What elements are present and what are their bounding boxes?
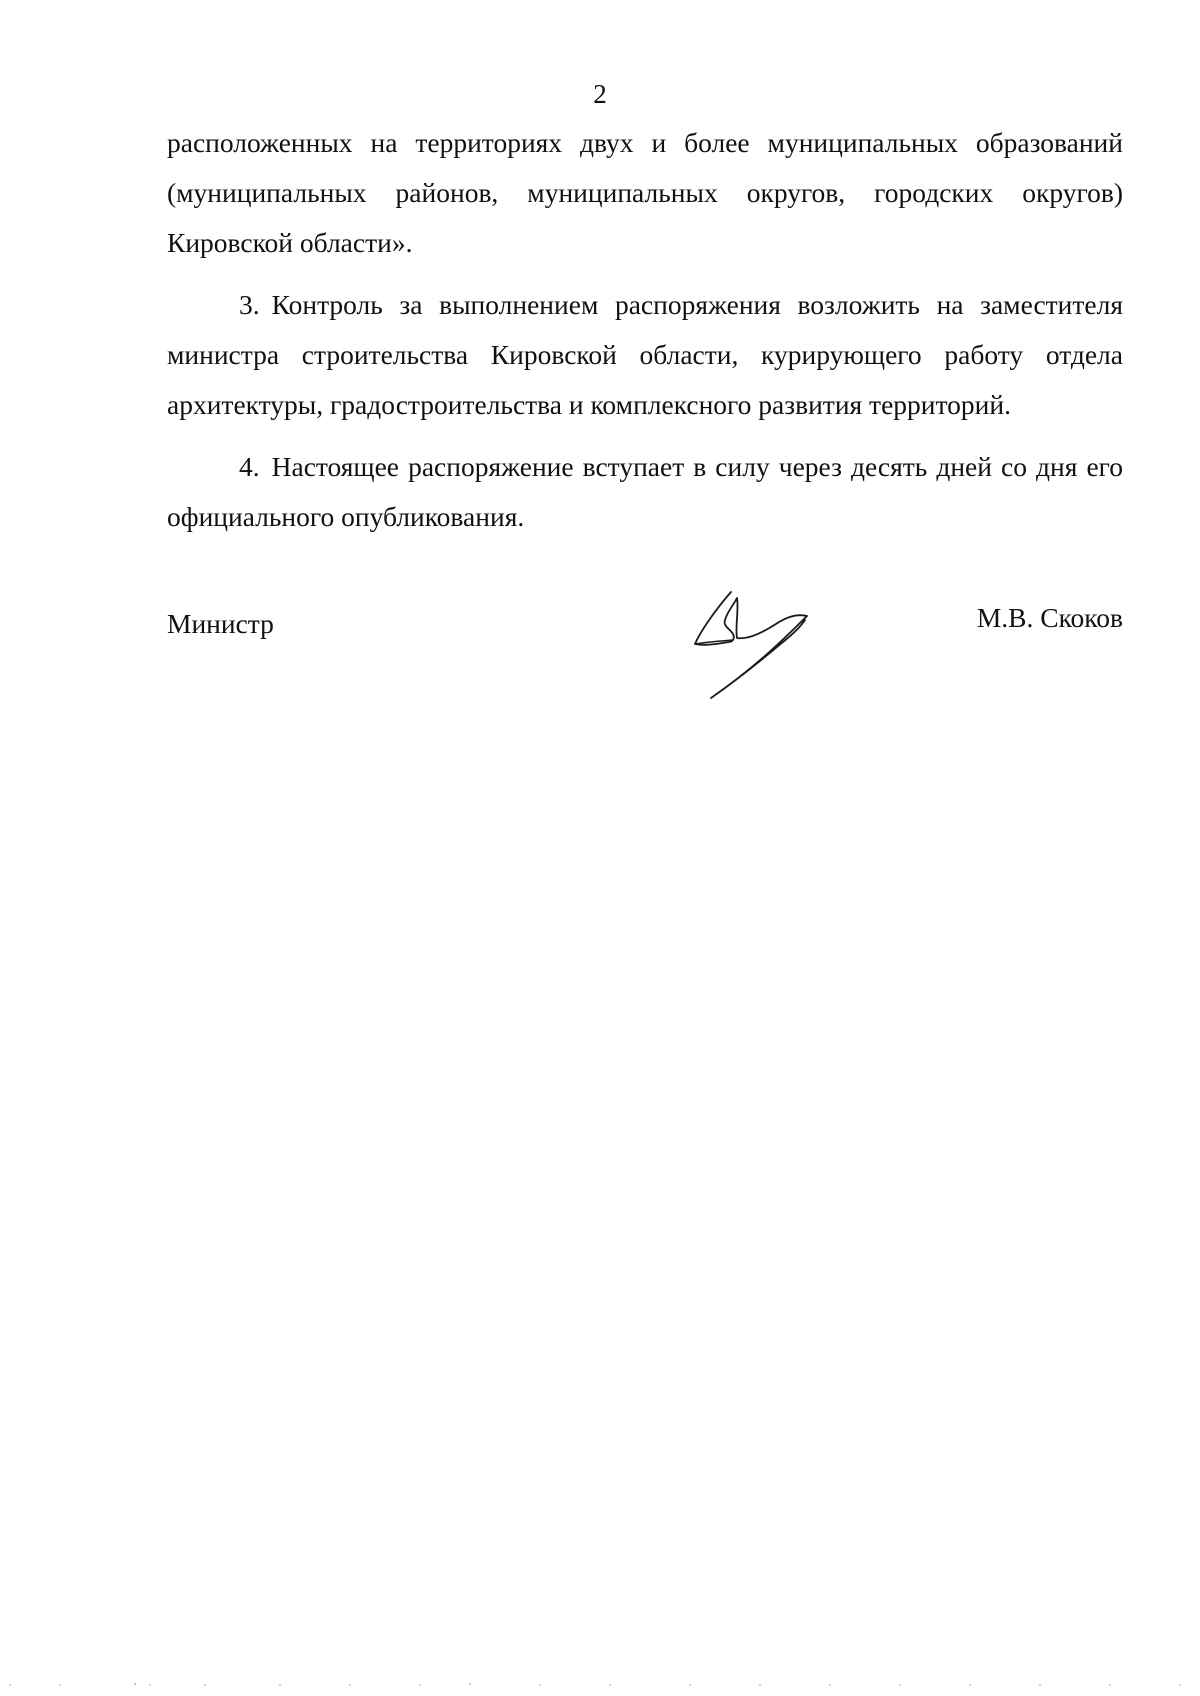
signer-name: М.В. Скоков <box>976 602 1123 633</box>
item-4-text: Настоящее распоряжение вступает в силу через десять дней со дня его официального опубликования. <box>167 451 1123 532</box>
continuation-paragraph: расположенных на территориях двух и более муниципальных образований (муниципальных районов, муниципальных округов, городских округов) Кировской области». <box>167 127 1123 258</box>
signer-position: Министр <box>167 608 274 639</box>
scan-artifact-line <box>0 1680 1200 1690</box>
item-3-paragraph <box>167 280 1123 430</box>
item-4-number: 4. <box>239 451 260 482</box>
document-body <box>167 118 1123 554</box>
item-3-text: Контроль за выполнением распоряжения возложить на заместителя министра строительства Кировской области, курирующего работу отдела архитектуры, градостроительства и комплексного развития территорий. <box>167 289 1123 420</box>
item-3-number: 3. <box>239 289 260 320</box>
handwritten-signature <box>687 586 827 702</box>
item-4-paragraph <box>167 442 1123 542</box>
page-number: 2 <box>593 79 607 109</box>
signature-block <box>167 600 1123 710</box>
